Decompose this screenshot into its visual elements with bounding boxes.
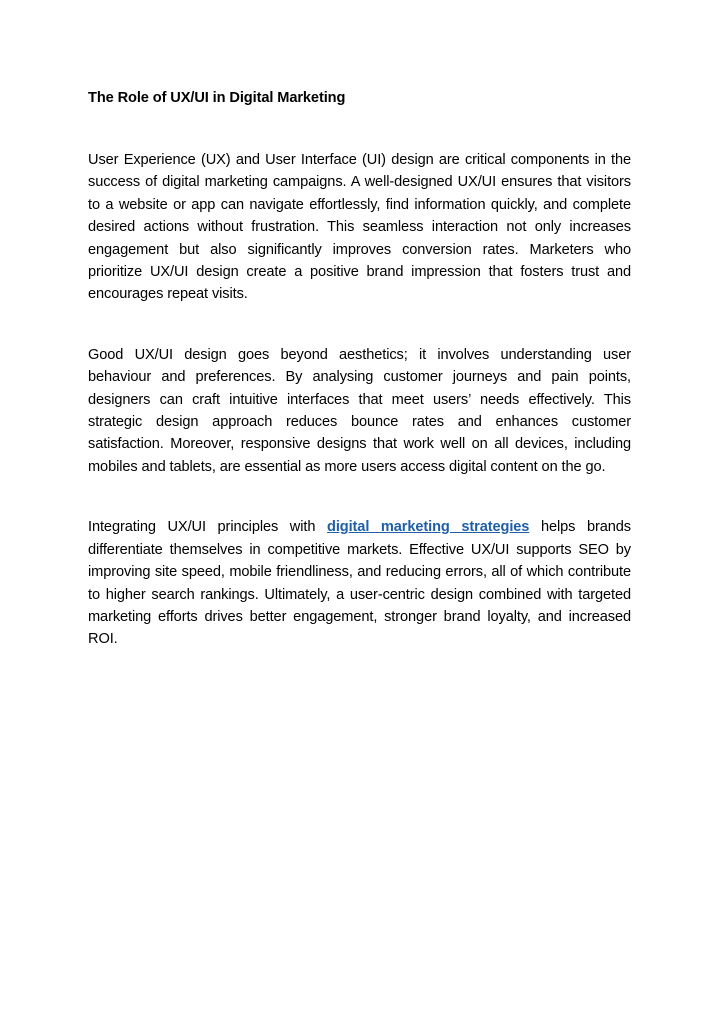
paragraph-3-rest: helps brands differentiate themselves in competitive markets. Effective UX/UI supports SEO by improving site speed, mobile friendliness, and reducing errors, all of which contribute to higher search rankings. Ultimately, a user-centric design combined with targeted marketing efforts drives better engagement, stronger brand loyalty, and increased ROI. <box>88 519 631 648</box>
paragraph-2: Good UX/UI design goes beyond aesthetics; it involves understanding user behaviour and preferences. By analysing customer journeys and pain points, designers can craft intuitive interfaces that meet users’ needs effectively. This strategic design approach reduces bounce rates and enhances customer satisfaction. Moreover, responsive designs that work well on all devices, including mobiles and tablets, are essential as more users access digital content on the go. <box>88 346 631 475</box>
document-body <box>88 87 631 689</box>
digital-marketing-strategies-link[interactable]: digital marketing strategies <box>327 519 530 536</box>
paragraph-3 <box>88 516 631 650</box>
document-title: The Role of UX/UI in Digital Marketing <box>88 90 346 106</box>
paragraph-3-intro: Integrating UX/UI principles with <box>88 519 327 536</box>
paragraph-1: User Experience (UX) and User Interface (UI) design are critical components in the success of digital marketing campaigns. A well-designed UX/UI ensures that visitors to a website or app can navigate effortlessly, find information quickly, and complete desired actions without frustration. This seamless interaction not only increases engagement but also significantly improves conversion rates. Marketers who prioritize UX/UI design create a positive brand impression that fosters trust and encourages repeat visits. <box>88 152 631 303</box>
